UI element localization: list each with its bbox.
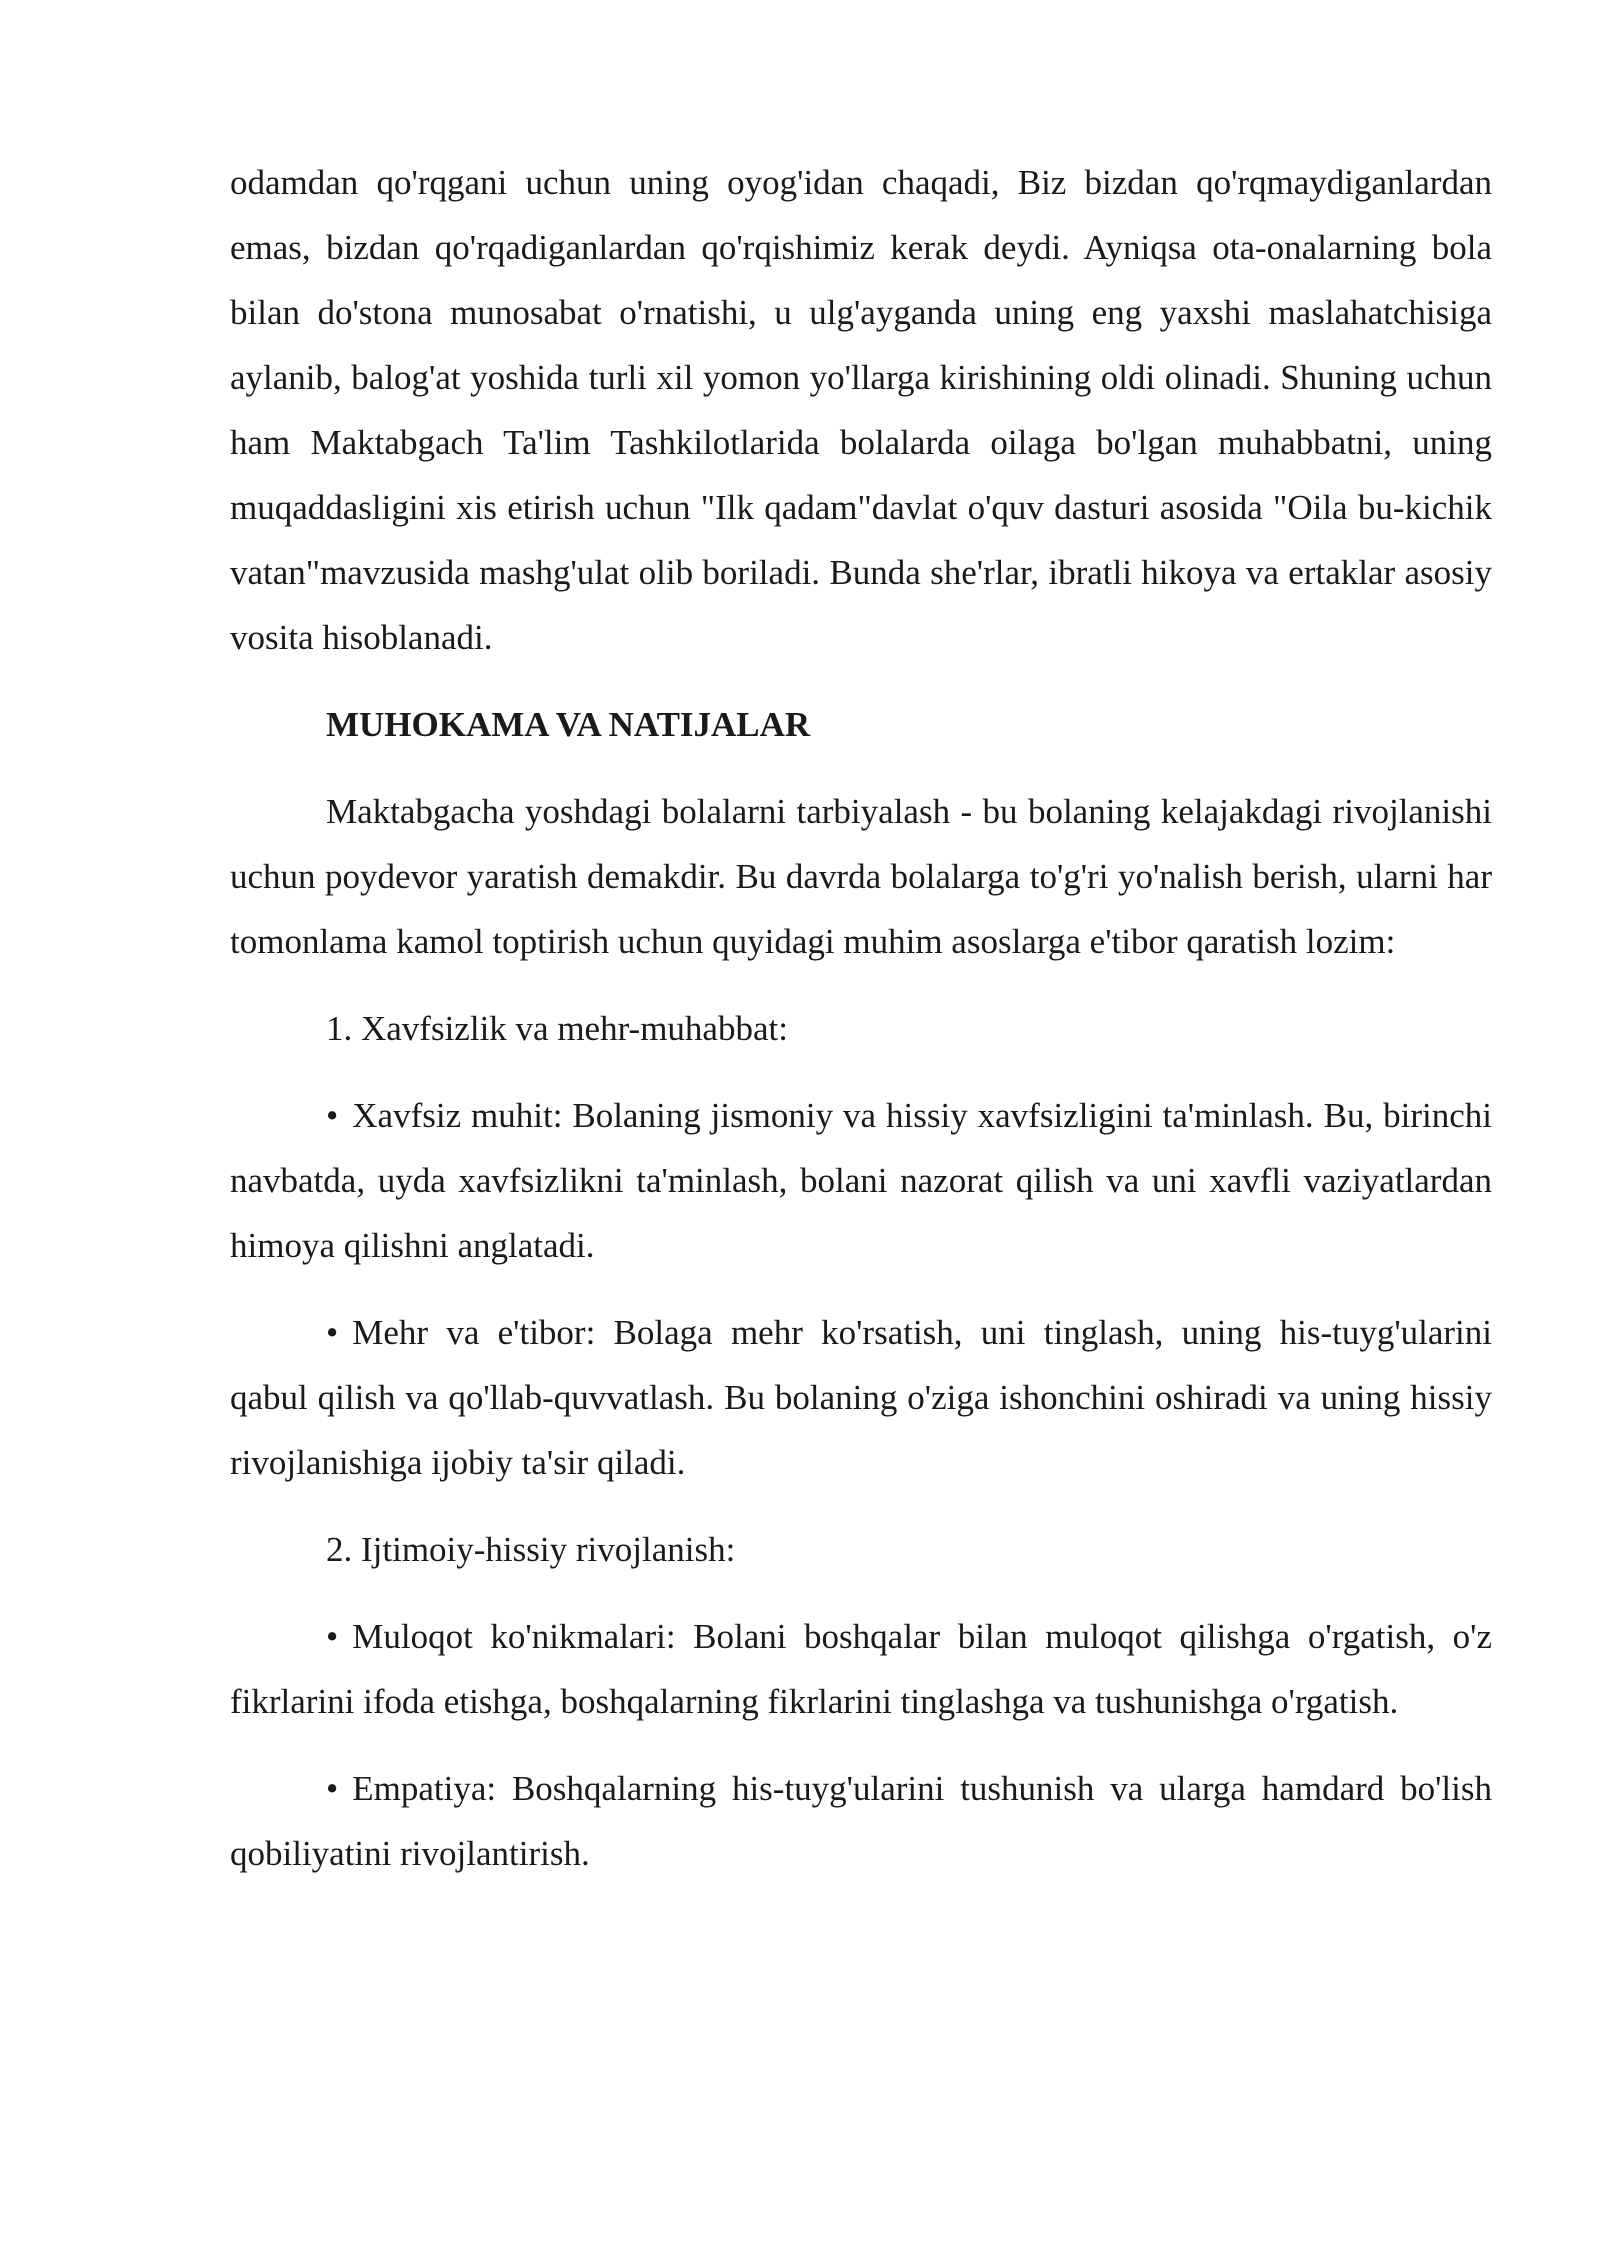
bullet-icon: • <box>326 1617 339 1656</box>
bullet-paragraph <box>230 1756 1492 1886</box>
intro-paragraph: odamdan qo'rqgani uchun uning oyog'idan chaqadi, Biz bizdan qo'rqmaydiganlardan emas, bizdan qo'rqadiganlardan qo'rqishimiz kerak deydi. Ayniqsa ota-onalarning bola bilan do'stona munosabat o'rnatishi, u ulg'ayganda uning eng yaxshi maslahatchisiga aylanib, balog'at yoshida turli xil yomon yo'llarga kirishining oldi olinadi. Shuning uchun ham Maktabgach Ta'lim Tashkilotlarida bolalarda oilaga bo'lgan muhabbatni, uning muqaddasligini xis etirish uchun "Ilk qadam"davlat o'quv dasturi asosida "Oila bu-kichik vatan"mavzusida mashg'ulat olib boriladi. Bunda she'rlar, ibratli hikoya va ertaklar asosiy vosita hisoblanadi. <box>230 163 1492 657</box>
bullet-text: Muloqot ko'nikmalari: Bolani boshqalar bilan muloqot qilishga o'rgatish, o'z fikrlarini ifoda etishga, boshqalarning fikrlarini tinglashga va tushunishga o'rgatish. <box>230 1617 1492 1721</box>
section-heading: MUHOKAMA VA NATIJALAR <box>326 705 811 744</box>
bullet-icon: • <box>326 1096 339 1135</box>
bullet-text: Mehr va e'tibor: Bolaga mehr ko'rsatish, uni tinglash, uning his-tuyg'ularini qabul qilish va qo'llab-quvvatlash. Bu bolaning o'ziga ishonchini oshiradi va uning hissiy rivojlanishiga ijobiy ta'sir qiladi. <box>230 1313 1492 1482</box>
document-page <box>230 150 1492 1908</box>
bullet-paragraph <box>230 1300 1492 1495</box>
bullet-text: Xavfsiz muhit: Bolaning jismoniy va hissiy xavfsizligini ta'minlash. Bu, birinchi navbatda, uyda xavfsizlikni ta'minlash, bolani nazorat qilish va uni xavfli vaziyatlardan himoya qilishni anglatadi. <box>230 1096 1492 1265</box>
list-item-title-1: 1. Xavfsizlik va mehr-muhabbat: <box>326 1009 788 1048</box>
list-item-title-2: 2. Ijtimoiy-hissiy rivojlanish: <box>326 1530 736 1569</box>
bullet-text: Empatiya: Boshqalarning his-tuyg'ularini tushunish va ularga hamdard bo'lish qobiliyatini rivojlantirish. <box>230 1769 1492 1873</box>
bullet-paragraph <box>230 1604 1492 1734</box>
bullet-icon: • <box>326 1313 339 1352</box>
bullet-icon: • <box>326 1769 339 1808</box>
section-intro-paragraph: Maktabgacha yoshdagi bolalarni tarbiyalash - bu bolaning kelajakdagi rivojlanishi uchun poydevor yaratish demakdir. Bu davrda bolalarga to'g'ri yo'nalish berish, ularni har tomonlama kamol toptirish uchun quyidagi muhim asoslarga e'tibor qaratish lozim: <box>230 792 1492 961</box>
bullet-paragraph <box>230 1083 1492 1278</box>
